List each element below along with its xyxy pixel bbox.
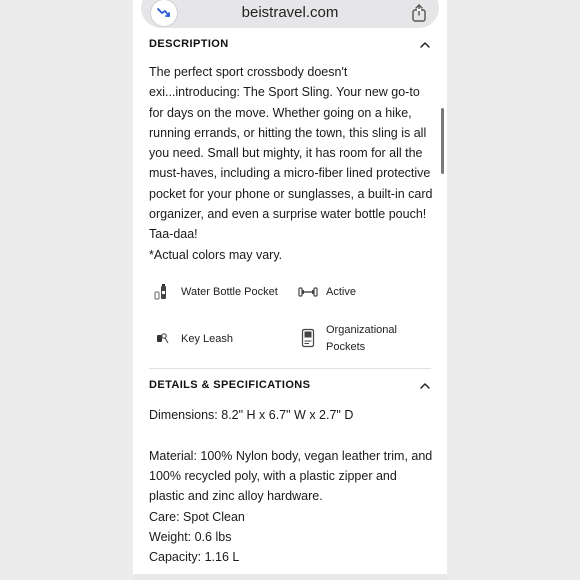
- dumbbell-icon: [298, 286, 318, 298]
- chevron-up-icon[interactable]: [419, 40, 431, 50]
- spec-line: plastic and zinc alloy hardware.: [149, 489, 323, 504]
- feature-label: Active: [326, 286, 356, 298]
- specs-body: [149, 446, 439, 567]
- description-line: The perfect sport crossbody doesn't: [149, 65, 348, 79]
- chevron-up-icon[interactable]: [419, 381, 431, 391]
- description-body: [149, 62, 439, 265]
- description-line: running errands, or hitting the town, this sling is all: [149, 125, 427, 140]
- browser-url-bar[interactable]: [141, 0, 439, 28]
- description-line: must-haves, including a micro-fiber lined protective: [149, 166, 431, 181]
- feature-label: Key Leash: [181, 333, 233, 345]
- description-header[interactable]: [149, 36, 431, 56]
- water-bottle-icon: [153, 283, 169, 301]
- spec-line: Material: 100% Nylon body, vegan leather trim, and: [149, 449, 433, 463]
- spec-line: Capacity: 1.16 L: [149, 550, 240, 565]
- description-line: you need. Small but mighty, it has room for all the: [149, 146, 423, 161]
- description-line: organizer, and even a surprise water bottle pouch!: [149, 207, 427, 222]
- description-title: DESCRIPTION: [149, 38, 229, 50]
- bottom-toolbar-edge: [133, 574, 447, 580]
- url-text[interactable]: beistravel.com: [241, 4, 339, 21]
- details-header[interactable]: [149, 377, 431, 397]
- dimensions-text: [149, 405, 439, 425]
- spec-line: Weight: 0.6 lbs: [149, 529, 232, 544]
- phone-screen: [133, 0, 447, 580]
- description-line: Taa-daa!: [149, 227, 198, 242]
- feature-label: Organizational: [326, 324, 397, 336]
- description-line: *Actual colors may vary.: [149, 247, 283, 262]
- section-divider: [149, 368, 431, 369]
- feature-label: Pockets: [326, 341, 366, 353]
- key-icon: [155, 331, 171, 345]
- spec-line: Care: Spot Clean: [149, 509, 245, 524]
- spec-line: Dimensions: 8.2" H x 6.7" W x 2.7" D: [149, 408, 354, 422]
- phone-pocket-icon: [301, 328, 315, 348]
- feature-label: Water Bottle Pocket: [181, 286, 278, 298]
- share-icon[interactable]: [409, 3, 429, 23]
- description-line: pocket for your phone or sunglasses, a built-in card: [149, 186, 433, 201]
- description-line: exi...introducing: The Sport Sling. Your new go-to: [149, 85, 420, 100]
- scrollbar[interactable]: [441, 108, 444, 174]
- spec-line: 100% recycled poly, with a plastic zipper and: [149, 469, 397, 484]
- details-title: DETAILS & SPECIFICATIONS: [149, 379, 311, 391]
- description-line: for days on the move. Whether going on a hike,: [149, 105, 412, 120]
